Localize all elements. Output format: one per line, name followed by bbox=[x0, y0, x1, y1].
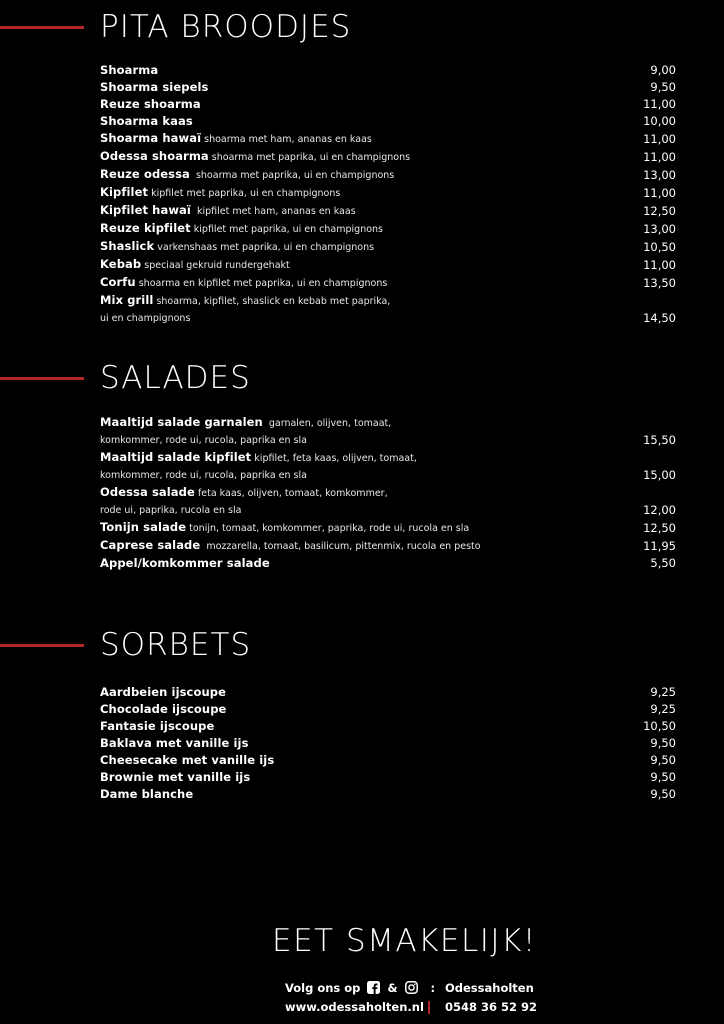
menu-item-name: Tonijn salade bbox=[100, 520, 187, 534]
menu-item-line bbox=[100, 220, 676, 238]
menu-item-description: kipfilet, feta kaas, olijven, tomaat, bbox=[251, 453, 417, 464]
menu-item-price: 11,00 bbox=[643, 97, 676, 111]
menu-item bbox=[100, 718, 676, 735]
menu-item bbox=[100, 238, 676, 256]
menu-item bbox=[100, 96, 676, 113]
menu-item-line bbox=[100, 96, 676, 113]
menu-item bbox=[100, 148, 676, 166]
menu-item-line bbox=[100, 62, 676, 79]
menu-item bbox=[100, 735, 676, 752]
menu-item-name: Reuze shoarma bbox=[100, 97, 201, 111]
menu-item-line bbox=[100, 79, 676, 96]
menu-item-name: Kipfilet bbox=[100, 185, 149, 199]
menu-item-price: 9,25 bbox=[650, 702, 676, 716]
menu-item-name: Reuze odessa bbox=[100, 167, 190, 181]
menu-item-price: 9,50 bbox=[650, 770, 676, 784]
menu-item-line bbox=[100, 256, 676, 274]
menu-item-description-continued: komkommer, rode ui, rucola, paprika en sla bbox=[100, 470, 307, 481]
menu-item bbox=[100, 519, 676, 537]
menu-item-description-continued: ui en champignons bbox=[100, 313, 191, 324]
menu-item-line bbox=[100, 449, 676, 467]
phone-number: 0548 36 52 92 bbox=[445, 1000, 538, 1014]
menu-item bbox=[100, 537, 676, 555]
menu-item-line bbox=[100, 752, 676, 769]
facebook-icon[interactable] bbox=[367, 981, 380, 994]
menu-item bbox=[100, 184, 676, 202]
menu-item-price: 15,00 bbox=[643, 468, 676, 482]
menu-list bbox=[100, 62, 676, 327]
menu-item-name: Cheesecake met vanille ijs bbox=[100, 753, 275, 767]
menu-item-line bbox=[100, 166, 676, 184]
colon: : bbox=[430, 981, 436, 995]
menu-item-name: Kebab bbox=[100, 257, 142, 271]
menu-item-price: 15,50 bbox=[643, 433, 676, 447]
menu-item-description-continued: komkommer, rode ui, rucola, paprika en sla bbox=[100, 435, 307, 446]
menu-item bbox=[100, 79, 676, 96]
menu-item-name: Caprese salade bbox=[100, 538, 201, 552]
menu-item-name: Dame blanche bbox=[100, 787, 194, 801]
menu-item-price: 12,50 bbox=[643, 521, 676, 535]
menu-item-line bbox=[100, 735, 676, 752]
menu-item-name: Mix grill bbox=[100, 293, 154, 307]
menu-item-price: 11,95 bbox=[643, 539, 676, 553]
menu-item bbox=[100, 220, 676, 238]
menu-item-price: 13,00 bbox=[643, 222, 676, 236]
menu-item-description: shoarma met paprika, ui en champignons bbox=[208, 152, 411, 163]
menu-item-name: Baklava met vanille ijs bbox=[100, 736, 249, 750]
menu-item-name: Kipfilet hawaï bbox=[100, 203, 191, 217]
section-rule bbox=[0, 26, 84, 29]
menu-item-line bbox=[100, 113, 676, 130]
menu-list bbox=[100, 414, 676, 572]
menu-item-name: Shoarma kaas bbox=[100, 114, 193, 128]
menu-item-line bbox=[100, 701, 676, 718]
menu-item-price: 13,00 bbox=[643, 168, 676, 182]
menu-item-line bbox=[100, 718, 676, 735]
menu-item-price: 9,50 bbox=[650, 787, 676, 801]
menu-item-line bbox=[100, 484, 676, 502]
menu-item-price: 9,25 bbox=[650, 685, 676, 699]
menu-item-price: 13,50 bbox=[643, 276, 676, 290]
menu-item bbox=[100, 752, 676, 769]
menu-item-price: 11,00 bbox=[643, 258, 676, 272]
ampersand: & bbox=[387, 981, 398, 995]
menu-item-price: 11,00 bbox=[643, 186, 676, 200]
menu-item-price: 10,00 bbox=[643, 114, 676, 128]
menu-item bbox=[100, 449, 676, 484]
menu-item-line bbox=[100, 769, 676, 786]
menu-item-name: Chocolade ijscoupe bbox=[100, 702, 227, 716]
menu-list bbox=[100, 684, 676, 803]
menu-item-price: 12,00 bbox=[643, 503, 676, 517]
menu-item-line bbox=[100, 519, 676, 537]
menu-item-name: Maaltijd salade kipfilet bbox=[100, 450, 252, 464]
footer-title: EET SMAKELIJK! bbox=[272, 923, 537, 959]
section-title: SORBETS bbox=[100, 627, 252, 663]
menu-item-name: Shoarma hawaï bbox=[100, 131, 202, 145]
menu-item-description: garnalen, olijven, tomaat, bbox=[262, 418, 392, 429]
menu-item-price: 11,00 bbox=[643, 150, 676, 164]
menu-item bbox=[100, 202, 676, 220]
menu-item-price: 9,50 bbox=[650, 736, 676, 750]
section-rule bbox=[0, 644, 84, 647]
website-link[interactable]: www.odessaholten.nl bbox=[285, 1000, 424, 1014]
menu-item-line bbox=[100, 148, 676, 166]
menu-item bbox=[100, 701, 676, 718]
menu-item bbox=[100, 62, 676, 79]
menu-item bbox=[100, 130, 676, 148]
menu-item-name: Fantasie ijscoupe bbox=[100, 719, 215, 733]
menu-item bbox=[100, 274, 676, 292]
follow-label: Volg ons op bbox=[285, 981, 361, 995]
menu-item-price: 14,50 bbox=[643, 311, 676, 325]
section-rule bbox=[0, 377, 84, 380]
menu-item-name: Maaltijd salade garnalen bbox=[100, 415, 263, 429]
menu-item-name: Corfu bbox=[100, 275, 136, 289]
section-title: PITA BROODJES bbox=[100, 9, 352, 45]
menu-item-description: varkenshaas met paprika, ui en champignons bbox=[154, 242, 375, 253]
menu-item bbox=[100, 786, 676, 803]
menu-item-description: speciaal gekruid rundergehakt bbox=[141, 260, 290, 271]
menu-item-line bbox=[100, 292, 676, 310]
instagram-icon[interactable] bbox=[405, 981, 418, 994]
menu-item bbox=[100, 555, 676, 572]
menu-item-name: Shoarma siepels bbox=[100, 80, 209, 94]
menu-item-line bbox=[100, 684, 676, 701]
menu-item-description-continued: rode ui, paprika, rucola en sla bbox=[100, 505, 242, 516]
menu-item-line bbox=[100, 274, 676, 292]
footer-divider bbox=[428, 1001, 430, 1014]
menu-item-description: kipfilet met ham, ananas en kaas bbox=[190, 206, 356, 217]
menu-item bbox=[100, 414, 676, 449]
menu-item-line bbox=[100, 786, 676, 803]
menu-item-name: Odessa shoarma bbox=[100, 149, 209, 163]
menu-item-name: Aardbeien ijscoupe bbox=[100, 685, 226, 699]
menu-item-name: Appel/komkommer salade bbox=[100, 556, 270, 570]
menu-item-line bbox=[100, 537, 676, 555]
section-title: SALADES bbox=[100, 360, 251, 396]
menu-item-price: 10,50 bbox=[643, 240, 676, 254]
menu-item-description: shoarma en kipfilet met paprika, ui en champignons bbox=[135, 278, 388, 289]
menu-item-description: kipfilet met paprika, ui en champignons bbox=[190, 224, 384, 235]
menu-item-name: Brownie met vanille ijs bbox=[100, 770, 251, 784]
menu-item-description: mozzarella, tomaat, basilicum, pittenmix, rucola en pesto bbox=[200, 541, 481, 552]
menu-item-description: shoarma met paprika, ui en champignons bbox=[189, 170, 395, 181]
social-handle: Odessaholten bbox=[445, 981, 534, 995]
menu-item-description: shoarma met ham, ananas en kaas bbox=[201, 134, 372, 145]
menu-item-price: 9,50 bbox=[650, 753, 676, 767]
menu-item-price: 10,50 bbox=[643, 719, 676, 733]
menu-item-price: 5,50 bbox=[650, 556, 676, 570]
menu-item-name: Reuze kipfilet bbox=[100, 221, 191, 235]
menu-item-line bbox=[100, 414, 676, 432]
menu-item-description: kipfilet met paprika, ui en champignons bbox=[148, 188, 341, 199]
menu-item-name: Odessa salade bbox=[100, 485, 195, 499]
menu-item bbox=[100, 166, 676, 184]
menu-item-price: 9,50 bbox=[650, 80, 676, 94]
menu-item-line bbox=[100, 555, 676, 572]
menu-item-description: tonijn, tomaat, komkommer, paprika, rode ui, rucola en sla bbox=[186, 523, 470, 534]
follow-row bbox=[285, 980, 435, 996]
menu-item bbox=[100, 256, 676, 274]
menu-item-name: Shoarma bbox=[100, 63, 159, 77]
menu-item-line bbox=[100, 238, 676, 256]
menu-item-price: 9,00 bbox=[650, 63, 676, 77]
menu-item-description: shoarma, kipfilet, shaslick en kebab met paprika, bbox=[153, 296, 391, 307]
menu-item bbox=[100, 484, 676, 519]
menu-item bbox=[100, 684, 676, 701]
menu-item bbox=[100, 113, 676, 130]
menu-item-price: 11,00 bbox=[643, 132, 676, 146]
menu-item-price: 12,50 bbox=[643, 204, 676, 218]
menu-item bbox=[100, 769, 676, 786]
menu-item-line bbox=[100, 184, 676, 202]
menu-item bbox=[100, 292, 676, 327]
menu-item-description: feta kaas, olijven, tomaat, komkommer, bbox=[194, 488, 388, 499]
menu-item-name: Shaslick bbox=[100, 239, 155, 253]
menu-item-line bbox=[100, 202, 676, 220]
menu-item-line bbox=[100, 130, 676, 148]
